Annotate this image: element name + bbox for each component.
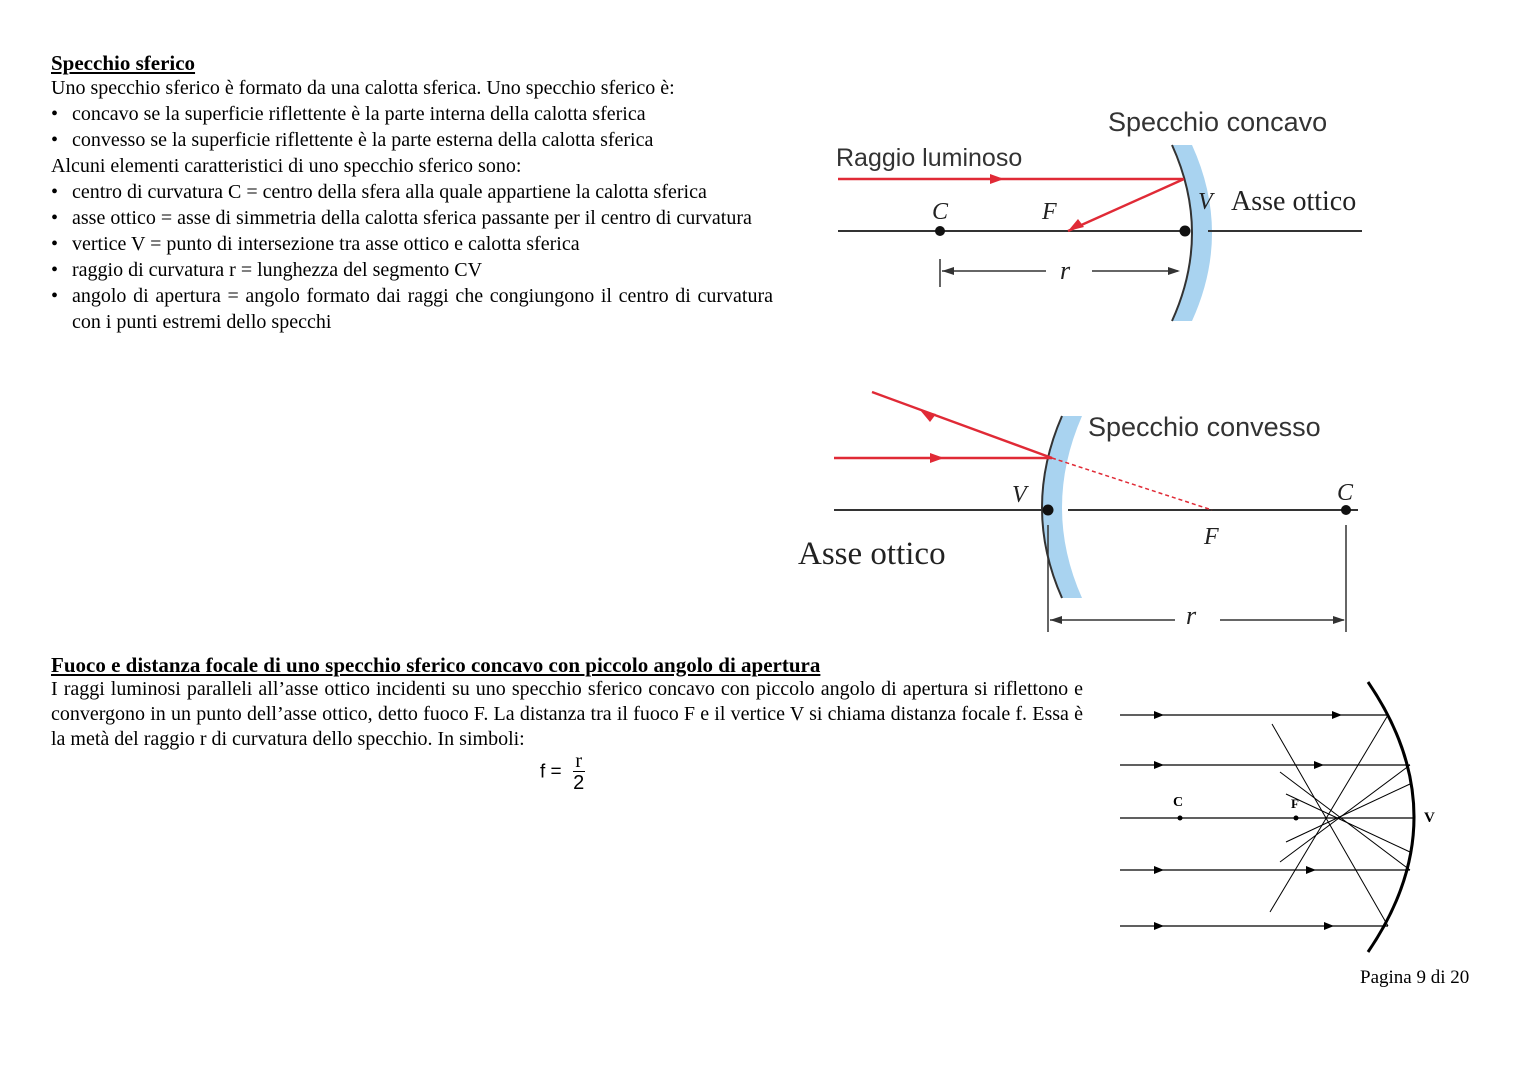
ray-label: Raggio luminoso (836, 144, 1023, 172)
ray-arrow (930, 453, 944, 463)
r-arrow-left (942, 267, 954, 275)
axis-label: Asse ottico (798, 536, 946, 572)
reflected-ray (1068, 179, 1184, 231)
vertex-point-v (1043, 505, 1054, 516)
reflected-ray (872, 392, 1052, 458)
ray-arrow (990, 174, 1004, 184)
c-label: C (1337, 480, 1354, 506)
concave-title: Specchio concavo (1108, 107, 1328, 137)
r-arrow-left (1050, 616, 1062, 624)
list-item: • angolo di apertura = angolo formato dai raggi che congiungono il centro di curvatura con i punti estremi dello specchi (51, 283, 773, 335)
virtual-ray-extension (1052, 458, 1212, 510)
convex-mirror-diagram (790, 380, 1380, 640)
concave-mirror-arc (1368, 682, 1414, 952)
v-label: V (1198, 189, 1213, 215)
axis-label: Asse ottico (1231, 186, 1357, 217)
f-label: F (1204, 524, 1219, 550)
focus-point-f (1294, 816, 1299, 821)
list-item: • asse ottico = asse di simmetria della calotta sferica passante per il centro di curvatura (51, 205, 773, 231)
c-label: C (932, 199, 949, 225)
formula-denominator: 2 (573, 772, 585, 794)
list-item: • centro di curvatura C = centro della sfera alla quale appartiene la calotta sferica (51, 179, 773, 205)
r-arrow-right (1168, 267, 1180, 275)
f-label: F (1291, 796, 1299, 811)
concave-mirror-diagram (820, 95, 1380, 335)
vertex-point-v (1180, 226, 1191, 237)
list-item: • raggio di curvatura r = lunghezza del segmento CV (51, 257, 773, 283)
focus-paragraph: I raggi luminosi paralleli all’asse ottico incidenti su uno specchio sferico concavo con piccolo angolo di apertura si riflettono e convergono in un punto dell’asse ottico, detto fuoco F. La distanza tra il fuoco F e il vertice V si chiama distanza focale f. Essa è la metà del raggio r di curvatura dello specchio. In simboli: (51, 678, 1083, 750)
f-label: F (1042, 199, 1057, 225)
center-point-c (1341, 505, 1351, 515)
section-title-focus: Fuoco e distanza focale di uno specchio sferico concavo con piccolo angolo di apertura (51, 653, 821, 677)
c-label: C (1173, 795, 1184, 810)
r-label: r (1060, 256, 1071, 285)
convex-title: Specchio convesso (1088, 412, 1321, 442)
reflected-rays (1270, 715, 1410, 926)
incident-arrows (1154, 711, 1342, 930)
list-item: • vertice V = punto di intersezione tra asse ottico e calotta sferica (51, 231, 773, 257)
list-item: • convesso se la superficie riflettente è la parte esterna della calotta sferica (51, 127, 773, 153)
section1-text (51, 75, 773, 335)
elements-list (51, 179, 773, 335)
elements-intro: Alcuni elementi caratteristici di uno specchio sferico sono: (51, 155, 522, 177)
mirror-types-list (51, 101, 773, 153)
formula-numerator: r (575, 750, 582, 772)
r-label: r (1186, 601, 1197, 630)
center-point-c (935, 226, 945, 236)
page-number: Pagina 9 di 20 (1360, 967, 1470, 988)
focal-formula (540, 752, 585, 793)
list-item: • concavo se la superficie riflettente è la parte interna della calotta sferica (51, 101, 773, 127)
focus-ray-diagram (1110, 672, 1450, 962)
center-point-c (1178, 816, 1183, 821)
reflected-ray-arrow (1068, 219, 1084, 231)
formula-lhs: f = (540, 761, 562, 783)
r-arrow-right (1333, 616, 1345, 624)
intro-paragraph: Uno specchio sferico è formato da una calotta sferica. Uno specchio sferico è: (51, 77, 675, 99)
v-label: V (1424, 810, 1435, 826)
section-title-spherical-mirror: Specchio sferico (51, 51, 196, 75)
v-label: V (1012, 482, 1027, 508)
